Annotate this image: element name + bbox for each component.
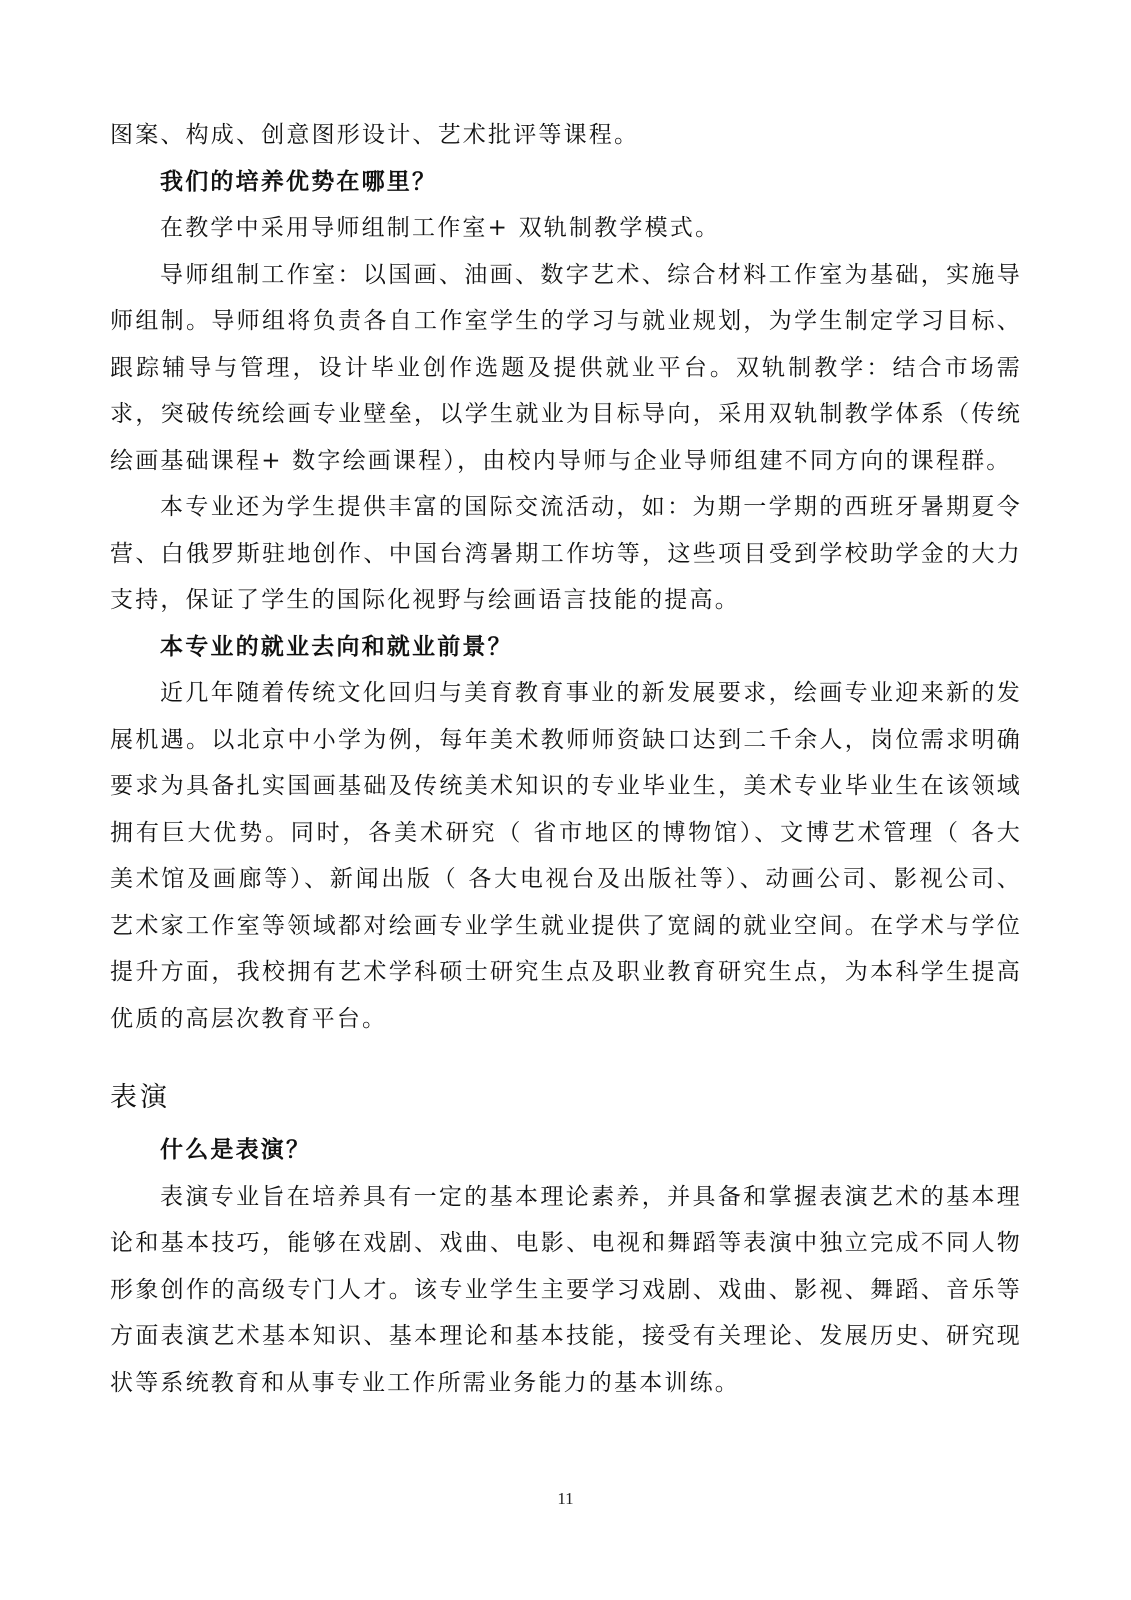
document-page <box>110 112 1022 1406</box>
page-number: 11 <box>557 1489 574 1508</box>
heading-employment-prospects: 本专业的就业去向和就业前景？ <box>160 633 513 660</box>
paragraph-employment: 近几年随着传统文化回归与美育教育事业的新发展要求，绘画专业迎来新的发展机遇。以北京中小学为例，每年美术教师师资缺口达到二千余人，岗位需求明确要求为具备扎实国画基础及传统美术知识的专业毕业生，美术专业毕业生在该领域拥有巨大优势。同时，各美术研究（ 省市地区的博物馆）、文博艺术管理（ 各大美术馆及画廊等）、新闻出版（ 各大电视台及出版社等）、动画公司、影视公司、艺术家工作室等领域都对绘画专业学生就业提供了宽阔的就业空间。在学术与学位提升方面，我校拥有艺术学科硕士研究生点及职业教育研究生点，为本科学生提高优质的高层次教育平台。 <box>110 680 1022 1032</box>
paragraph-teaching-model: 在教学中采用导师组制工作室+ 双轨制教学模式。 <box>160 215 721 241</box>
paragraph-performance-description: 表演专业旨在培养具有一定的基本理论素养，并具备和掌握表演艺术的基本理论和基本技巧，能够在戏剧、戏曲、电影、电视和舞蹈等表演中独立完成不同人物形象创作的高级专门人才。该专业学生主要学习戏剧、戏曲、影视、舞蹈、音乐等方面表演艺术基本知识、基本理论和基本技能，接受有关理论、发展历史、研究现状等系统教育和从事专业工作所需业务能力的基本训练。 <box>110 1183 1022 1396</box>
section-title-performance: 表演 <box>110 1082 170 1113</box>
paragraph-tutor-studio: 导师组制工作室：以国画、油画、数字艺术、综合材料工作室为基础，实施导师组制。导师组将负责各自工作室学生的学习与就业规划，为学生制定学习目标、跟踪辅导与管理，设计毕业创作选题及提供就业平台。双轨制教学：结合市场需求，突破传统绘画专业壁垒，以学生就业为目标导向，采用双轨制教学体系（传统绘画基础课程+ 数字绘画课程），由校内导师与企业导师组建不同方向的课程群。 <box>110 261 1022 474</box>
heading-training-advantage: 我们的培养优势在哪里？ <box>160 168 438 195</box>
paragraph-course-list: 图案、构成、创意图形设计、艺术批评等课程。 <box>110 122 640 148</box>
heading-what-is-performance: 什么是表演？ <box>160 1137 312 1163</box>
paragraph-international-exchange: 本专业还为学生提供丰富的国际交流活动，如：为期一学期的西班牙暑期夏令营、白俄罗斯驻地创作、中国台湾暑期工作坊等，这些项目受到学校助学金的大力支持，保证了学生的国际化视野与绘画语言技能的提高。 <box>110 494 1022 613</box>
